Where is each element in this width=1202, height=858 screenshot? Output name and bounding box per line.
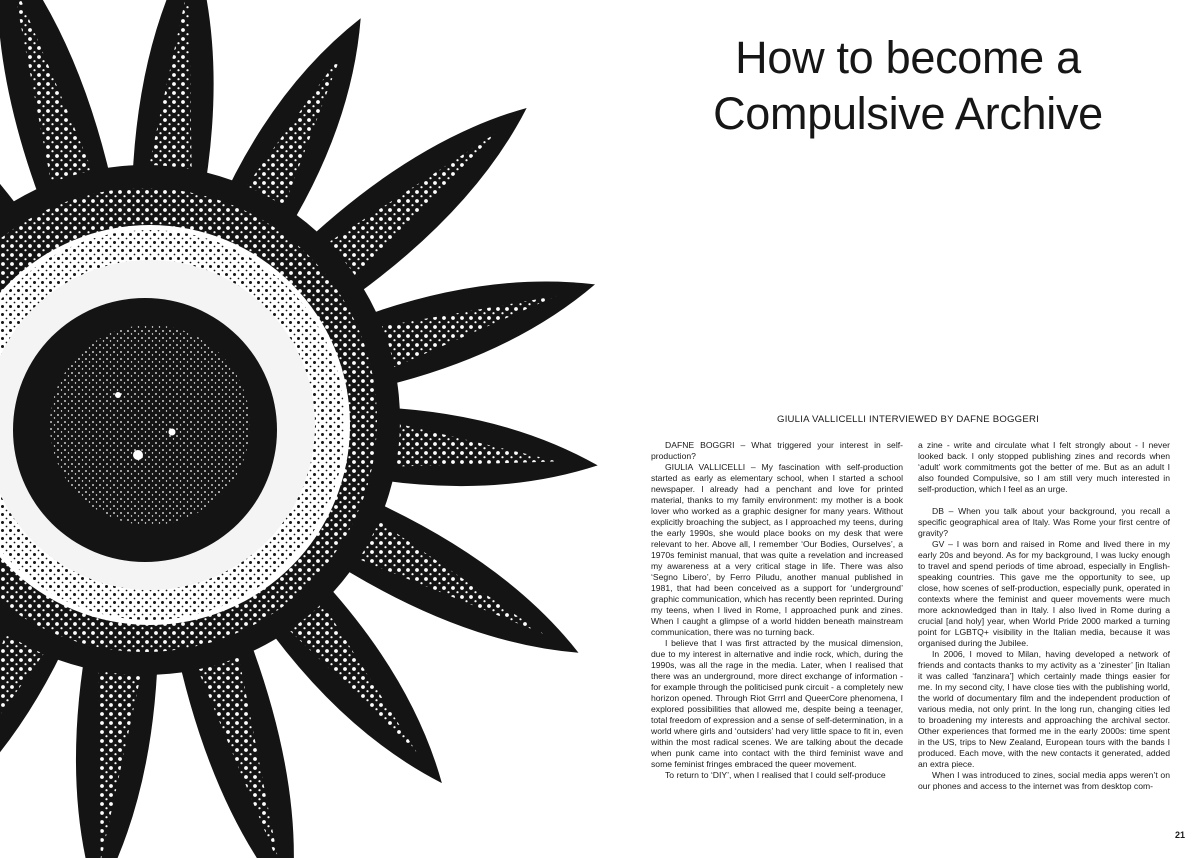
title-line-1: How to become a [735,32,1081,83]
paragraph: When I was introduced to zines, social media apps weren’t on our phones and access to the internet was from desktop com- [918,770,1170,791]
paragraph: GIULIA VALLICELLI – My fascination with self-production started as early as elementary school, when I started a school newspaper. I already had a penchant and love for printed material, thanks to my family environment: my mother is a book lover who worked as a graphic designer for many years. Without explicitly broaching the subject, as I approached my teens, during the early 1990s, she would place books on my desk that were relevant to her. Above all, I remember ‘Our Bodies, Ourselves’, a 1970s feminist manual, that was quite a revelation and increased my awareness at a very critical stage in life. There was also ‘Segno Libero’, by Ferro Piludu, another manual published in 1981, that had been conceived as a support for ‘underground’ graphic communication, which has recently been reprinted. During my teens, when I lived in Rome, I approached punk and zines. When I caught a glimpse of a world hidden beneath mainstream communication, there was no turning back. [651,462,903,637]
text-column-left [651,440,903,818]
byline: GIULIA VALLICELLI INTERVIEWED BY DAFNE BOGGERI [777,414,1039,425]
page-title [640,30,1176,142]
paragraph: DAFNE BOGGRI – What triggered your interest in self-production? [651,440,903,461]
title-line-2: Compulsive Archive [713,88,1103,139]
paragraph: To return to ‘DIY’, when I realised that I could self-produce [665,770,886,780]
page-number: 21 [1175,830,1186,840]
text-column-right [918,440,1170,818]
paragraph: I believe that I was first attracted by the musical dimension, due to my interest in alternative and indie rock, which, during the 1990s, was all the rage in the media. Later, when I realised that there was an underground, more direct exchange of information - for example through the politicised punk circuit - a completely new horizon opened. Through Riot Grrrl and QueerCore phenomena, I explored possibilities that allowed me, despite being a teenager, total freedom of expression and a sense of self-determination, in a world where girls and ‘outsiders’ had very little space to fit in, even within the most radical scenes. We are talking about the decade when punk came into contact with the third feminist wave and some feminist fringes embraced the queer movement. [651,638,903,769]
paragraph: In 2006, I moved to Milan, having developed a network of friends and contacts thanks to my activity as a ‘zinester’ [in Italian it was called ‘fanzinara’] which certainly made things easier for me. In my second city, I have close ties with the publishing world, the world of documentary film and the independent production of various media, not only print. In the long run, changing cities led to broadening my interests and approaching the archival sector. Other experiences that formed me in the early 2000s: time spent in the US, trips to New Zealand, European tours with the bands I produced. Each move, with the new contacts it generated, added an extra piece. [918,649,1170,769]
paragraph: a zine - write and circulate what I felt strongly about - I never looked back. I only stopped publishing zines and records when ‘adult’ work commitments got the better of me. But as an adult I also founded Compulsive, so I am still very much interested in self-production, which I feel as an urge. [918,440,1170,494]
paragraph: DB – When you talk about your background, you recall a specific geographical area of Italy. Was Rome your first centre of gravity? [918,506,1170,538]
paragraph: GV – I was born and raised in Rome and lived there in my early 20s and beyond. As for my background, I was lucky enough to travel and spend periods of time abroad, especially in English-speaking countries. This gave me the opportunity to see, up close, how scenes of self-production, especially punk, operated in contexts where the feminist and queer movements were much more acknowledged than in Italy. I also lived in Rome during a crucial [and holy] year, when World Pride 2000 marked a turning point for LGBTQ+ visibility in the Italian media, because it was organised during the Jubilee. [918,539,1170,648]
